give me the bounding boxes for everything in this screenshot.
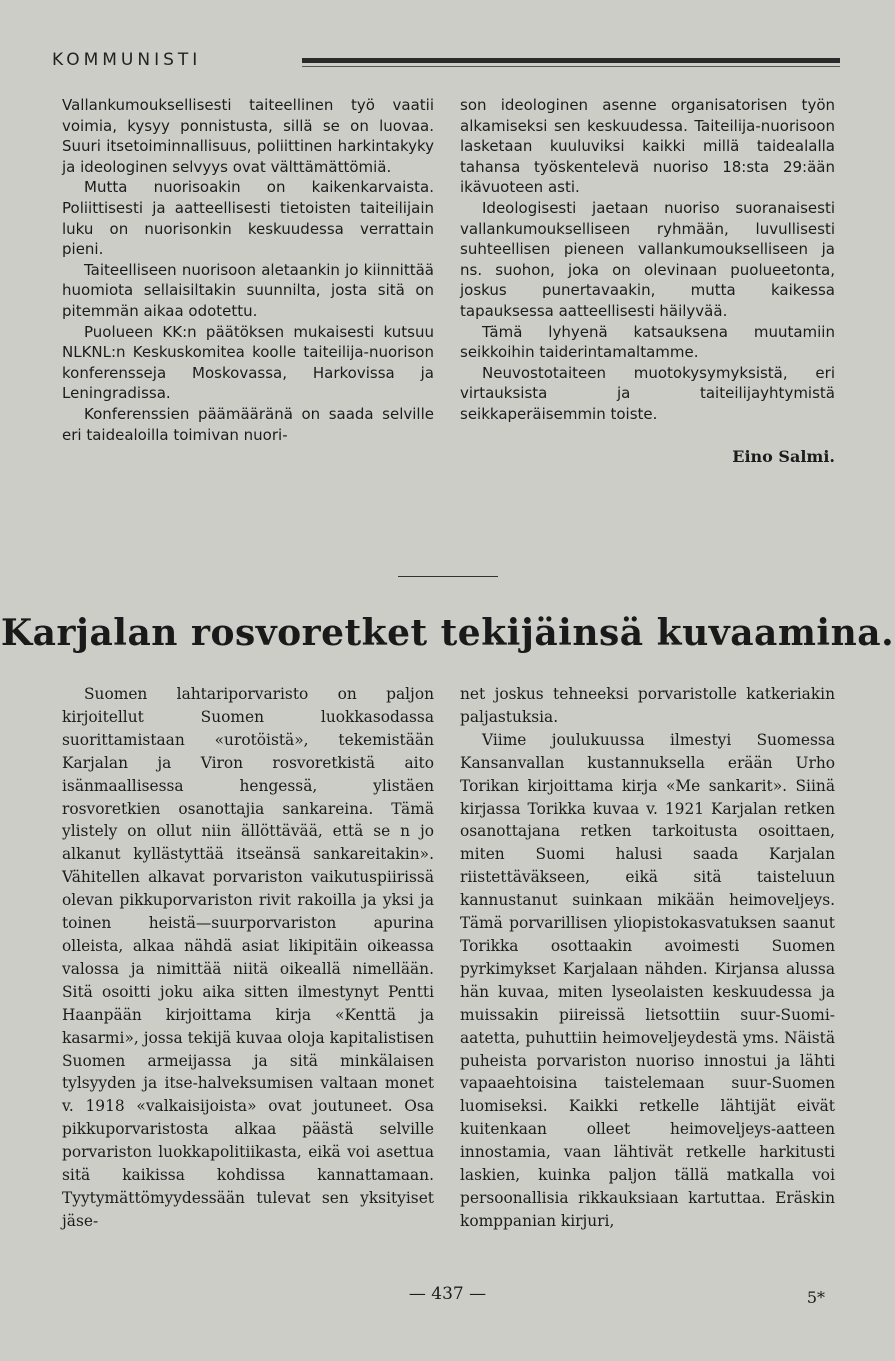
header-rule <box>302 58 840 63</box>
paragraph: son ideologinen asenne organisatorisen työn alkamiseksi sen keskuudessa. Taiteilija-nuorisoon lasketaan kuuluviksi kaikki millä taidealalla tahansa työskentelevä nuoriso 18:sta 29:ään ikävuoteen asti. <box>460 96 835 197</box>
top-right-column <box>460 95 835 467</box>
paragraph: Konferenssien päämääränä on saada selville eri taidealoilla toimivan nuori- <box>62 404 434 444</box>
article-right-column <box>460 683 835 1233</box>
article-left-column <box>62 683 434 1233</box>
page-header <box>52 50 842 80</box>
paragraph: Tämä lyhyenä katsauksena muutamiin seikkoihin taiderintamaltamme. <box>460 322 835 362</box>
paragraph: Mutta nuorisoakin on kaikenkarvaista. Poliittisesti ja aatteellisesti tietoisten taiteilijain luku on nuorisonkin keskuudessa verrattain pieni. <box>62 178 434 259</box>
paragraph: Vallankumouksellisesti taiteellinen työ vaatii voimia, kysyy ponnistusta, sillä se on luovaa. Suuri itsetoiminnallisuus, poliittinen harkintakyky ja ideologinen selvyys ovat välttämättömiä. <box>62 96 434 176</box>
section-divider <box>398 576 498 577</box>
signature-mark: 5* <box>806 1288 825 1307</box>
paragraph: net joskus tehneeksi porvaristolle katkeriakin paljastuksia. <box>460 685 835 726</box>
top-left-column <box>62 95 434 445</box>
journal-title: KOMMUNISTI <box>52 50 202 70</box>
page-footer <box>0 1284 895 1314</box>
paragraph: Taiteelliseen nuorisoon aletaankin jo kiinnittää huomiota sellaisiltakin suunnilta, josta sitä on pitemmän aikaa odotettu. <box>62 260 434 320</box>
article-headline: Karjalan rosvoretket tekijäinsä kuvaamina. <box>0 612 895 654</box>
page-number: — 437 — <box>408 1284 487 1304</box>
paragraph: Neuvostotaiteen muotokysymyksistä, eri virtauksista ja taiteilijayhtymistä seikkaperäisemmin toiste. <box>460 363 835 423</box>
paragraph: Viime joulukuussa ilmestyi Suomessa Kansanvallan kustannuksella erään Urho Torikan kirjoittama kirja «Me sankarit». Siinä kirjassa Torikka kuvaa v. 1921 Karjalan retken osanottajana retken tarkoitusta osoittaen, miten Suomi halusi saada Karjalan riistettäväkseen, eikä sitä taisteluun kannustanut suinkaan mikään heimoveljeys. Tämä porvarillisen yliopistokasvatuksen saanut Torikka osottaakin avoimesti Suomen pyrkimykset Karjalaan nähden. Kirjansa alussa hän kuvaa, miten lyseolaisten keskuudessa ja muissakin piireissä lietsottiin suur-Suomi-aatetta, puhuttiin heimoveljeydestä yms. Näistä puheista porvariston nuoriso innostui ja lähti vapaaehtoisina taistelemaan suur-Suomen luomiseksi. Kaikki retkelle lähtijät eivät kuitenkaan olleet heimoveljeys-aatteen innostamia, vaan lähtivät retkelle harkitusti laskien, kuinka paljon tällä matkalla voi persoonallisia rikkauksiaan kartuttaa. Eräskin komppanian kirjuri, <box>460 730 835 1230</box>
paragraph: Puolueen KK:n päätöksen mukaisesti kutsuu NLKNL:n Keskuskomitea koolle taiteilija-nuorison konferensseja Moskovassa, Harkovissa ja Leningradissa. <box>62 322 434 403</box>
author-signature: Eino Salmi. <box>732 446 835 466</box>
header-rule-thin <box>302 66 840 67</box>
paragraph: Suomen lahtariporvaristo on paljon kirjoitellut Suomen luokkasodassa suorittamistaan «urotöistä», tekemistään Karjalan ja Viron rosvoretkistä aito isänmaallisessa hengessä, ylistäen rosvoretkien osanottajia sankareina. Tämä ylistely on ollut niin ällöttävää, että se n jo alkanut kyllästyttää itseänsä sankareitakin». Vähitellen alkavat porvariston vaikutuspiirissä olevan pikkuporvariston rivit rakoilla ja yksi ja toinen heistä—suurporvariston apurina olleista, alkaa nähdä asiat likipitäin oikeassa valossa ja nimittää niitä oikeallä nimellään. Sitä osoitti joku aika sitten ilmestynyt Pentti Haanpään kirjoittama kirja «Kenttä ja kasarmi», jossa tekijä kuvaa oloja kapitalistisen Suomen armeijassa ja sitä minkälaisen tylsyyden ja itse-halveksumisen valtaan monet v. 1918 «valkaisijoista» ovat joutuneet. Osa pikkuporvaristosta alkaa päästä selville porvariston luokkapolitiikasta, eikä voi asettua sitä kaikissa kohdissa kannattamaan. Tyytymättömyydessään tulevat sen yksityiset jäse- <box>62 685 434 1230</box>
paragraph: Ideologisesti jaetaan nuoriso suoranaisesti vallankumoukselliseen ryhmään, luvullisesti suhteellisen pieneen vallankumoukselliseen ja ns. suohon, joka on olevinaan puolueetonta, joskus punertavaakin, mutta kaikessa tapauksessa aatteellisesti häilyvää. <box>460 198 835 320</box>
